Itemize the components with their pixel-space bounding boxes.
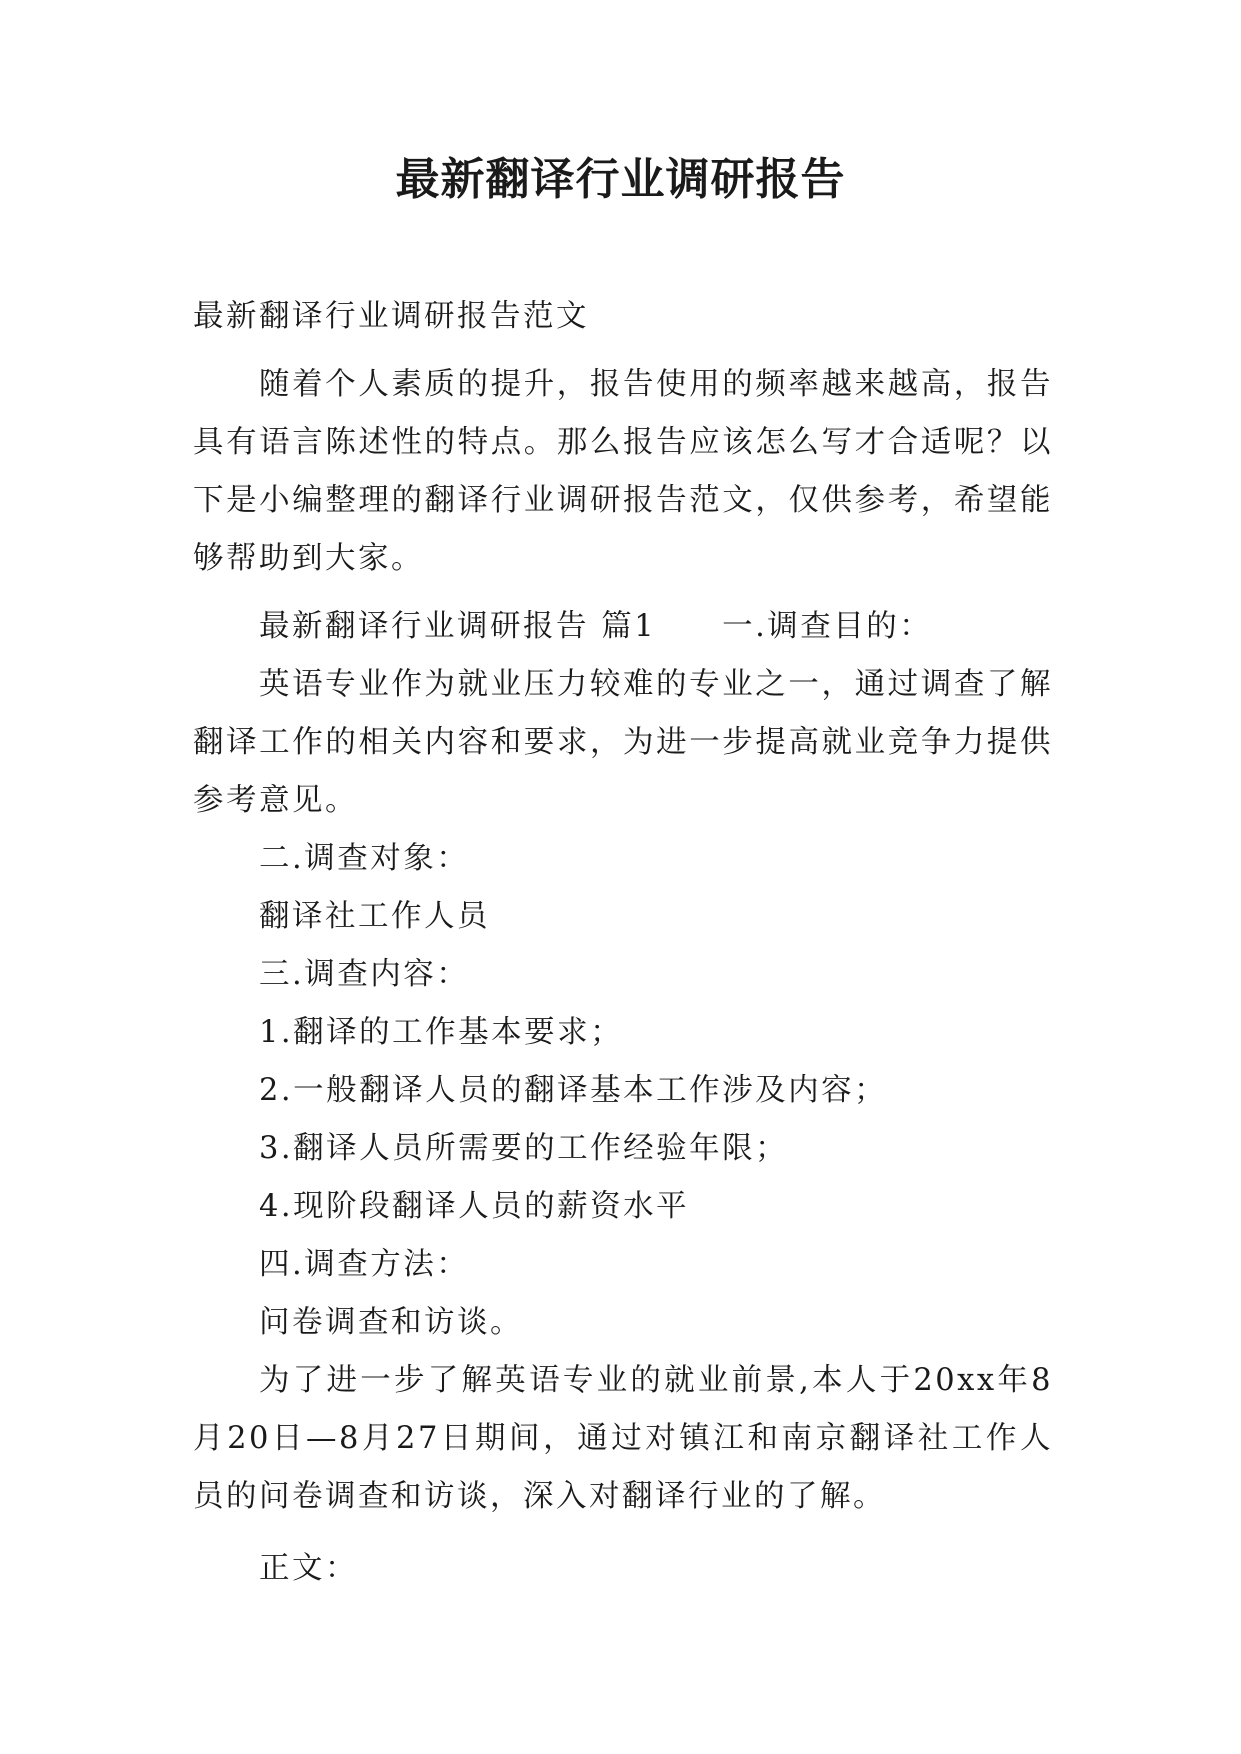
object-heading: 二.调查对象： [259, 841, 470, 876]
content-item: 1.翻译的工作基本要求； [259, 1015, 624, 1050]
document-subtitle: 最新翻译行业调研报告范文 [193, 299, 589, 334]
document-title: 最新翻译行业调研报告 [395, 154, 846, 205]
method-text: 问卷调查和访谈。 [259, 1305, 523, 1340]
section-label: 最新翻译行业调研报告 篇1 [259, 609, 657, 644]
content-item: 3.翻译人员所需要的工作经验年限； [259, 1131, 789, 1166]
content-item: 4.现阶段翻译人员的薪资水平 [259, 1189, 690, 1224]
purpose-paragraph: 英语专业作为就业压力较难的专业之一，通过调查了解翻译工作的相关内容和要求，为进一步提高就业竞争力提供参考意见。 [193, 667, 1053, 818]
intro-paragraph: 随着个人素质的提升，报告使用的频率越来越高，报告具有语言陈述性的特点。那么报告应该怎么写才合适呢？以下是小编整理的翻译行业调研报告范文，仅供参考，希望能够帮助到大家。 [193, 367, 1053, 576]
content-heading: 三.调查内容： [259, 957, 470, 992]
background-paragraph: 为了进一步了解英语专业的就业前景,本人于20xx年8月20日—8月27日期间，通过对镇江和南京翻译社工作人员的问卷调查和访谈，深入对翻译行业的了解。 [193, 1363, 1053, 1514]
object-text: 翻译社工作人员 [259, 899, 490, 934]
method-heading: 四.调查方法： [259, 1247, 470, 1282]
section-heading-line [193, 598, 1053, 656]
content-item: 2.一般翻译人员的翻译基本工作涉及内容； [259, 1073, 888, 1108]
purpose-heading: 一.调查目的： [722, 609, 933, 644]
document-body [193, 288, 1053, 1598]
body-heading: 正文： [259, 1551, 358, 1586]
